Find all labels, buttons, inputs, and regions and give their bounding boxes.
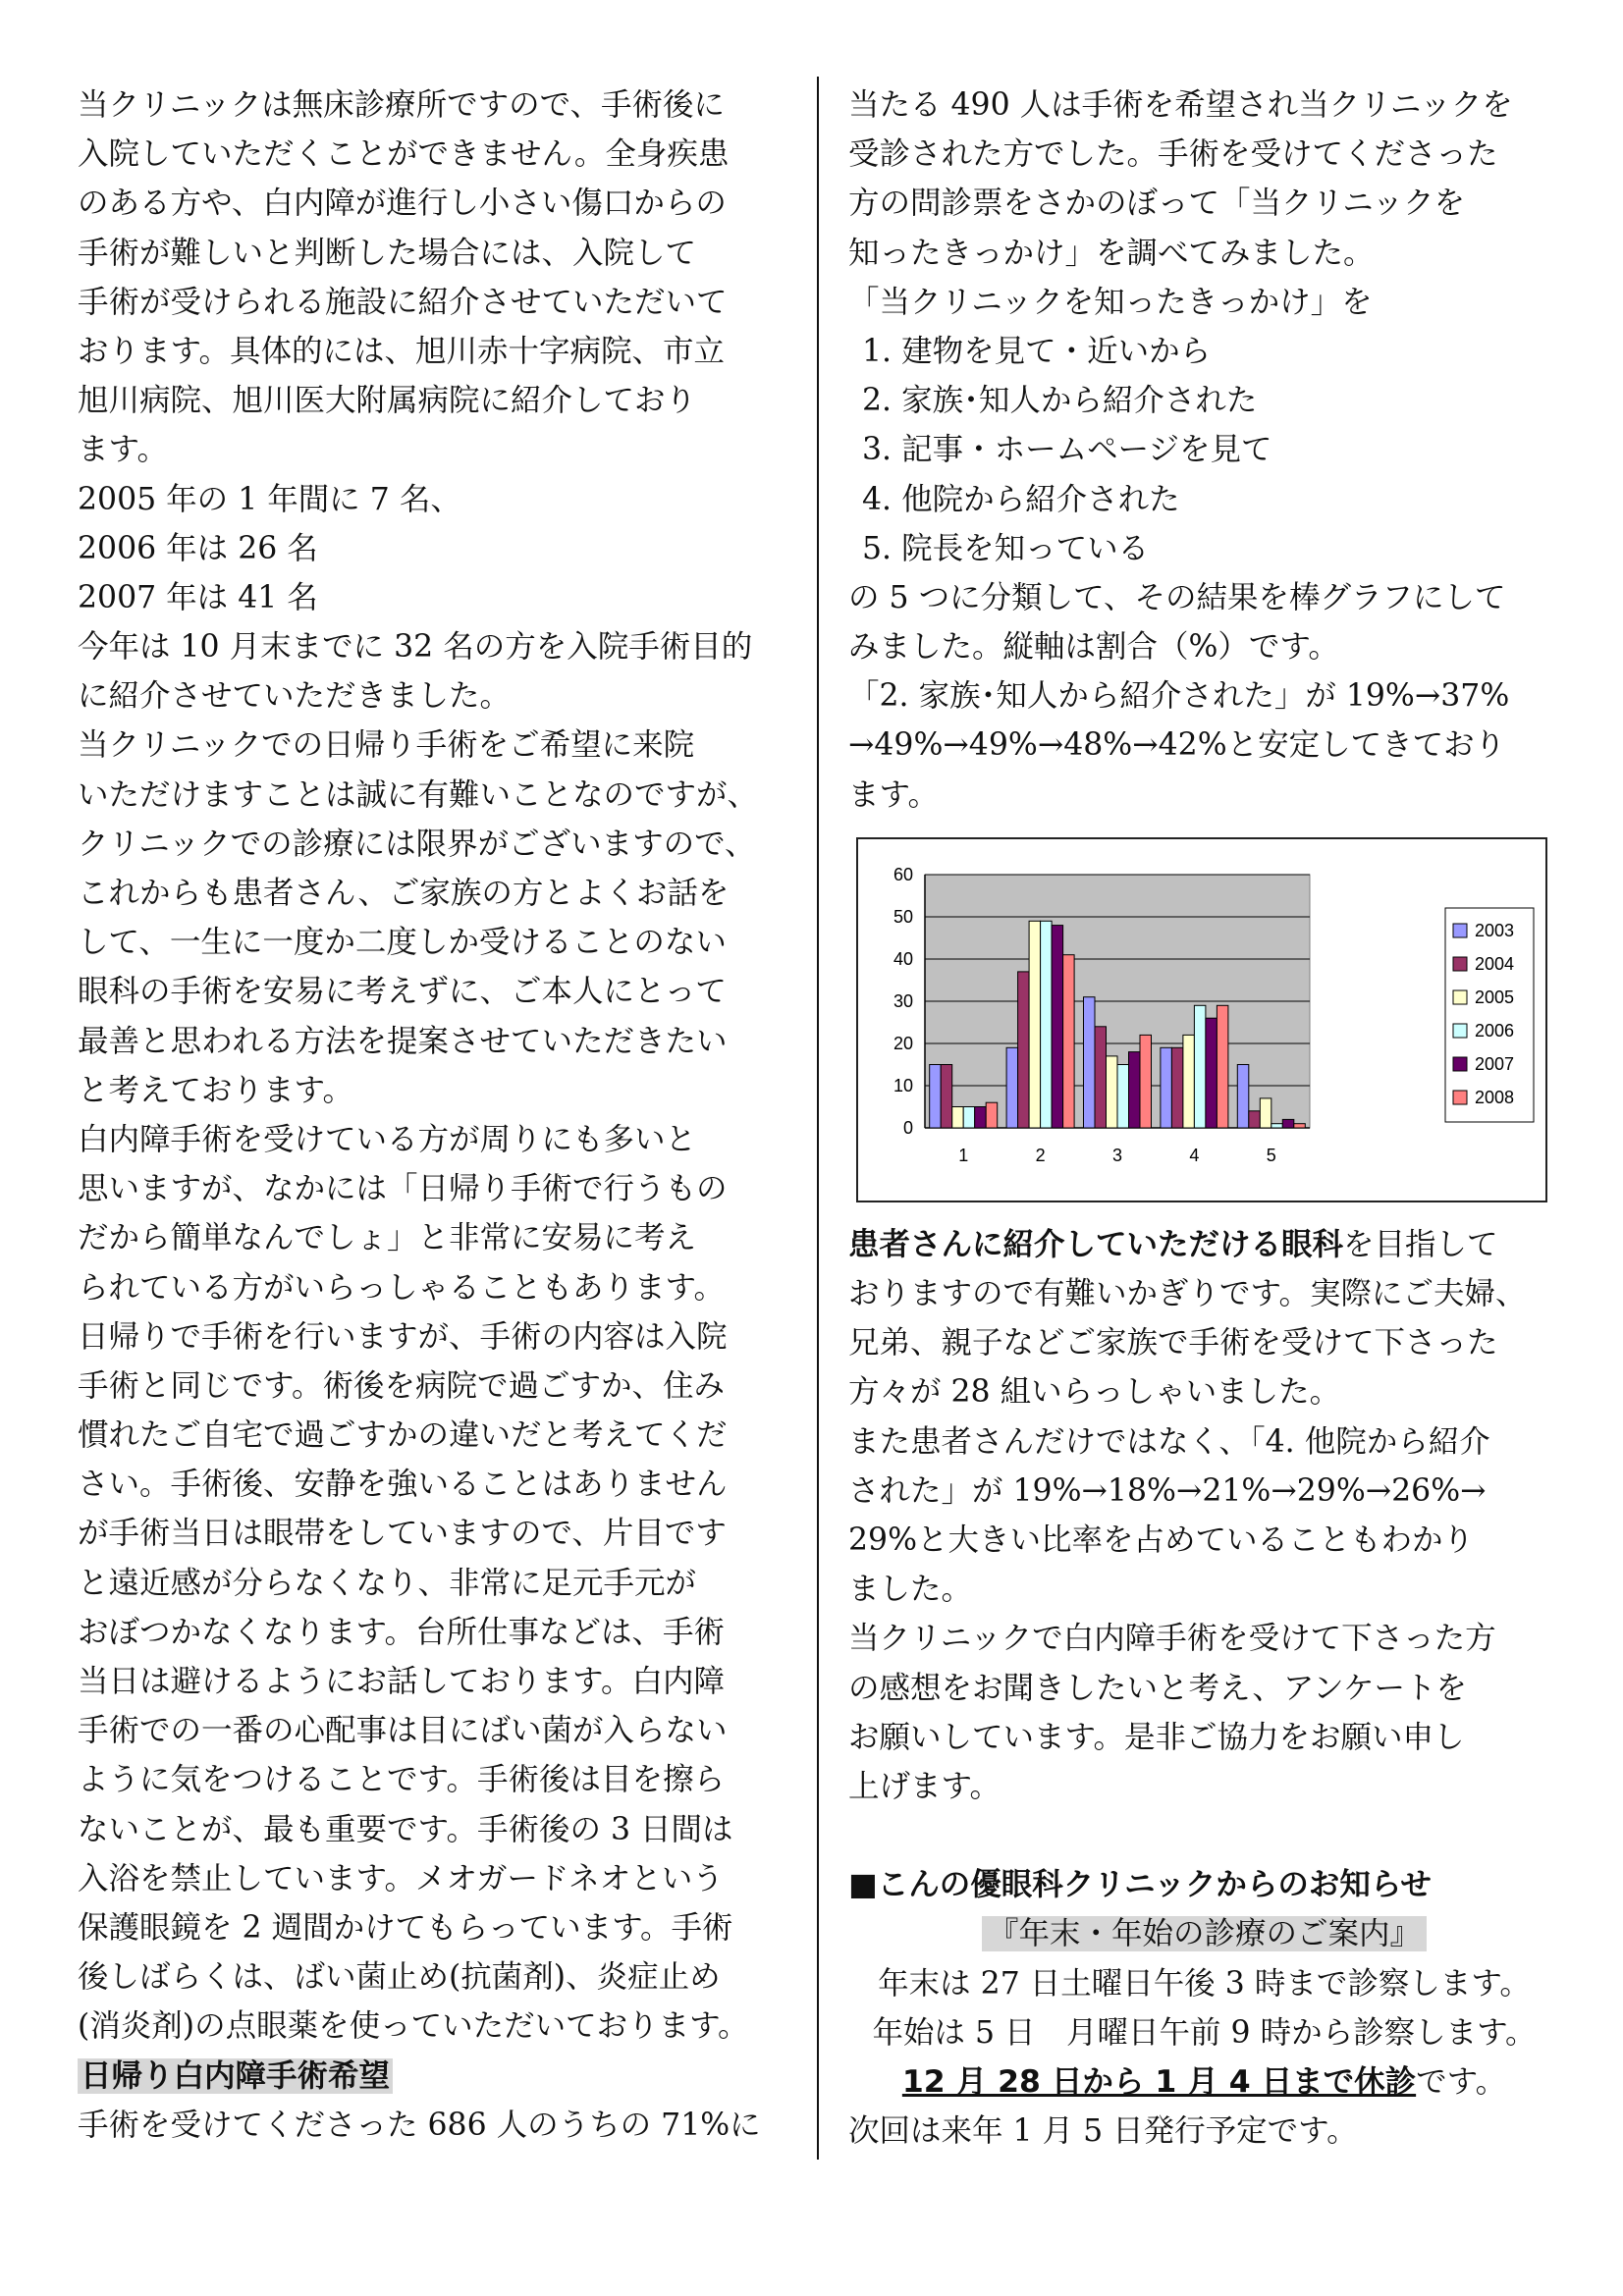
text-line: 2005 年の 1 年間に 7 名、	[78, 481, 461, 517]
paragraph-referral-counts	[78, 475, 784, 721]
text-line: のある方や、白内障が進行し小さい傷口からの	[78, 186, 727, 222]
text-line: 今年は 10 月末までに 32 名の方を入院手術目的	[78, 629, 753, 666]
y-tick-label: 20	[893, 1033, 913, 1053]
x-tick-label: 4	[1189, 1145, 1200, 1165]
text-line: ように気をつけることです。手術後は目を擦ら	[78, 1762, 725, 1798]
legend-swatch	[1453, 957, 1467, 971]
text-line: だから簡単なんでしょ」と非常に安易に考え	[78, 1220, 697, 1256]
text-line: 当クリニックで白内障手術を受けて下さった方	[848, 1621, 1496, 1657]
legend-label: 2005	[1475, 987, 1515, 1007]
notice-subtitle: 『年末・年始の診療のご案内』	[982, 1916, 1427, 1951]
text-line: して、一生に一度か二度しか受けることのない	[78, 925, 727, 961]
text-line: 後しばらくは、ばい菌止め(抗菌剤)、炎症止め	[78, 1959, 721, 1996]
bar	[1107, 1056, 1118, 1128]
notice-next-issue: 次回は来年 1 月 5 日発行予定です。	[848, 2113, 1358, 2150]
text-line: (消炎剤)の点眼薬を使っていただいております。	[78, 2008, 749, 2045]
x-tick-label: 2	[1035, 1145, 1046, 1165]
bar	[1006, 1047, 1018, 1128]
text-line: ないことが、最も重要です。手術後の 3 日間は	[78, 1811, 733, 1847]
right-column	[848, 80, 1560, 2156]
text-line: 「2. 家族･知人から紹介された」が 19%→37%	[848, 678, 1510, 715]
text-line: お願いしています。是非ご協力をお願い申し	[848, 1719, 1465, 1755]
bar	[1129, 1051, 1141, 1127]
text-line: 方々が 28 組いらっしゃいました。	[848, 1374, 1341, 1411]
text-line: 当クリニックでの日帰り手術をご希望に来院	[78, 727, 695, 764]
text-span: を目指して	[1343, 1226, 1498, 1262]
bar	[1217, 1005, 1228, 1128]
bar	[1140, 1035, 1152, 1128]
bar	[1063, 955, 1075, 1128]
x-tick-label: 5	[1266, 1145, 1276, 1165]
text-line: さい。手術後、安静を強いることはありません	[78, 1467, 728, 1503]
text-line: 29%と大きい比率を占めていることもわかり	[848, 1522, 1475, 1558]
bar	[963, 1106, 975, 1128]
text-line: おりますので有難いかぎりです。実際にご夫婦、	[848, 1276, 1527, 1311]
column-divider	[817, 77, 819, 2160]
text-line: 2007 年は 41 名	[78, 579, 318, 615]
text-line: と遠近感が分らなくなり、非常に足元手元が	[78, 1565, 697, 1601]
text-line: 受診された方でした。手術を受けてくださった	[848, 136, 1498, 173]
bar	[930, 1064, 942, 1128]
text-line: いただけますことは誠に有難いことなのですが、	[78, 776, 759, 813]
bar	[1194, 1005, 1206, 1128]
bar	[941, 1064, 952, 1128]
category-list	[848, 327, 1560, 573]
text-line: 思いますが、なかには「日帰り手術で行うもの	[78, 1171, 728, 1207]
text-line: 入浴を禁止しています。メオガードネオという	[78, 1860, 724, 1896]
text-line: 「当クリニックを知ったきっかけ」を	[848, 284, 1373, 320]
legend-label: 2003	[1475, 920, 1515, 940]
bar	[1260, 1098, 1271, 1128]
paragraph-recommend	[848, 1269, 1560, 1811]
text-line: 兄弟、親子などご家族で手術を受けて下さった	[848, 1325, 1498, 1362]
text-line: 白内障手術を受けている方が周りにも多いと	[78, 1121, 697, 1157]
text-line: 当日は避けるようにお話しております。白内障	[78, 1664, 725, 1699]
paragraph-surgery-count	[78, 2101, 784, 2150]
notice-year-end: 年末は 27 日土曜日午後 3 時まで診察します。	[878, 1965, 1531, 2002]
text-line: おぼつかなくなります。台所仕事などは、手術	[78, 1614, 725, 1650]
bar	[1029, 921, 1041, 1128]
bar	[1183, 1035, 1195, 1128]
legend-label: 2007	[1475, 1053, 1515, 1074]
text-line: 5. 院長を知っている	[862, 530, 1150, 566]
text-line: 4. 他院から紹介された	[862, 481, 1180, 517]
text-line: された」が 19%→18%→21%→29%→26%→	[848, 1472, 1487, 1509]
bar	[1294, 1124, 1306, 1128]
text-line: ました。	[848, 1572, 973, 1608]
text-line: の 5 つに分類して、その結果を棒グラフにして	[848, 579, 1506, 615]
text-line: と考えております。	[78, 1072, 353, 1108]
text-line: に紹介させていただきました。	[78, 678, 512, 715]
x-tick-label: 1	[958, 1145, 969, 1165]
y-tick-label: 50	[893, 906, 913, 927]
bar	[1095, 1027, 1107, 1128]
text-line: おります。具体的には、旭川赤十字病院、市立	[78, 333, 725, 369]
bar	[1271, 1124, 1283, 1128]
bar-chart	[856, 837, 1547, 1202]
legend-swatch	[1453, 924, 1467, 937]
bar	[952, 1106, 964, 1128]
y-tick-label: 30	[893, 990, 913, 1011]
notice-holiday-suffix: です。	[1416, 2064, 1507, 2100]
text-line: 2006 年は 26 名	[78, 530, 318, 566]
bar-chart-svg	[858, 839, 1545, 1201]
y-tick-label: 60	[893, 864, 913, 884]
text-line: 当たる 490 人は手術を希望され当クリニックを	[848, 87, 1513, 123]
bold-phrase: 患者さんに紹介していただける眼科	[848, 1226, 1344, 1262]
text-line: られている方がいらっしゃることもあります。	[78, 1269, 725, 1306]
bar	[1206, 1018, 1217, 1128]
y-tick-label: 10	[893, 1075, 913, 1095]
text-line: また患者さんだけではなく、「4. 他院から紹介	[848, 1423, 1490, 1460]
legend-swatch	[1453, 990, 1467, 1004]
notice-new-year: 年始は 5 日 月曜日午前 9 時から診察します。	[872, 2014, 1537, 2051]
text-line: 当クリニックは無床診療所ですので、手術後に	[78, 87, 725, 123]
paragraph-inpatient-referral	[78, 80, 784, 475]
y-tick-label: 40	[893, 948, 913, 969]
legend-swatch	[1453, 1091, 1467, 1104]
legend-label: 2006	[1475, 1020, 1515, 1041]
text-line: ます。	[848, 776, 939, 813]
text-line: ます。	[78, 432, 168, 468]
text-line: 1. 建物を見て・近いから	[862, 333, 1212, 369]
text-line: 手術が難しいと判断した場合には、入院して	[78, 235, 697, 271]
text-line: みました。縦軸は割合（%）です。	[848, 629, 1339, 666]
notice-title: ■こんの優眼科クリニックからのお知らせ	[848, 1867, 1432, 1903]
section-heading	[78, 2052, 784, 2101]
text-line: 手術での一番の心配事は目にばい菌が入らない	[78, 1713, 728, 1749]
text-line: クリニックでの診療には限界がございますので、	[78, 826, 756, 862]
bar	[1117, 1064, 1129, 1128]
bar	[1161, 1047, 1172, 1128]
text-line: 手術を受けてくださった 686 人のうちの 71%に	[78, 2107, 761, 2143]
bar	[986, 1102, 998, 1128]
x-tick-label: 3	[1111, 1145, 1123, 1165]
y-tick-label: 0	[902, 1117, 913, 1138]
text-line: 方の問診票をさかのぼって「当クリニックを	[848, 186, 1466, 222]
legend-swatch	[1453, 1024, 1467, 1038]
bar	[1237, 1064, 1249, 1128]
bar	[1041, 921, 1053, 1128]
paragraph-day-surgery-limits	[78, 721, 784, 1115]
text-line: 眼科の手術を安易に考えずに、ご本人にとって	[78, 974, 727, 1010]
bar	[1171, 1047, 1183, 1128]
text-line: 手術が受けられる施設に紹介させていただいて	[78, 284, 728, 320]
legend-label: 2004	[1475, 953, 1515, 974]
bar	[1018, 972, 1030, 1128]
text-line: の感想をお聞きしたいと考え、アンケートを	[848, 1670, 1468, 1706]
paragraph-chart-explanation	[848, 573, 1560, 820]
legend-label: 2008	[1475, 1087, 1515, 1107]
notice-holiday-period: 12 月 28 日から 1 月 4 日まで休診	[901, 2064, 1417, 2100]
text-line: 慣れたご自宅で過ごすかの違いだと考えてくだ	[78, 1417, 728, 1454]
text-line: 上げます。	[848, 1768, 1001, 1804]
bar	[1052, 925, 1063, 1127]
text-line: 入院していただくことができません。全身疾患	[78, 136, 730, 173]
text-line: 知ったきっかけ」を調べてみました。	[848, 235, 1375, 271]
text-line: 日帰りで手術を行いますが、手術の内容は入院	[78, 1318, 728, 1355]
section-heading-text: 日帰り白内障手術希望	[78, 2058, 393, 2094]
left-column	[78, 80, 784, 2150]
text-line: 保護眼鏡を 2 週間かけてもらっています。手術	[78, 1909, 733, 1946]
bar	[1249, 1111, 1261, 1128]
text-line: 2. 家族･知人から紹介された	[862, 383, 1258, 419]
text-line: →49%→49%→48%→42%と安定してきており	[848, 727, 1506, 764]
paragraph-recommend-first-line	[848, 1220, 1560, 1269]
bar	[1084, 997, 1096, 1128]
text-line: 3. 記事・ホームページを見て	[862, 432, 1272, 468]
paragraph-post-surgery-care	[78, 1115, 784, 2052]
text-line: が手術当日は眼帯をしていますので、片目です	[78, 1516, 727, 1552]
notice-holiday-row	[848, 2057, 1560, 2107]
bar	[1282, 1119, 1294, 1128]
legend-swatch	[1453, 1057, 1467, 1071]
text-line: 最善と思われる方法を提案させていただきたい	[78, 1023, 728, 1059]
paragraph-survey-intro	[848, 80, 1560, 327]
text-line: 旭川病院、旭川医大附属病院に紹介しており	[78, 383, 697, 419]
notice-subtitle-row	[848, 1909, 1560, 1958]
bar	[975, 1106, 987, 1128]
spacer	[848, 1811, 1560, 1860]
text-line: 手術と同じです。術後を病院で過ごすか、住み	[78, 1367, 725, 1404]
text-line: これからも患者さん、ご家族の方とよくお話を	[78, 876, 730, 911]
